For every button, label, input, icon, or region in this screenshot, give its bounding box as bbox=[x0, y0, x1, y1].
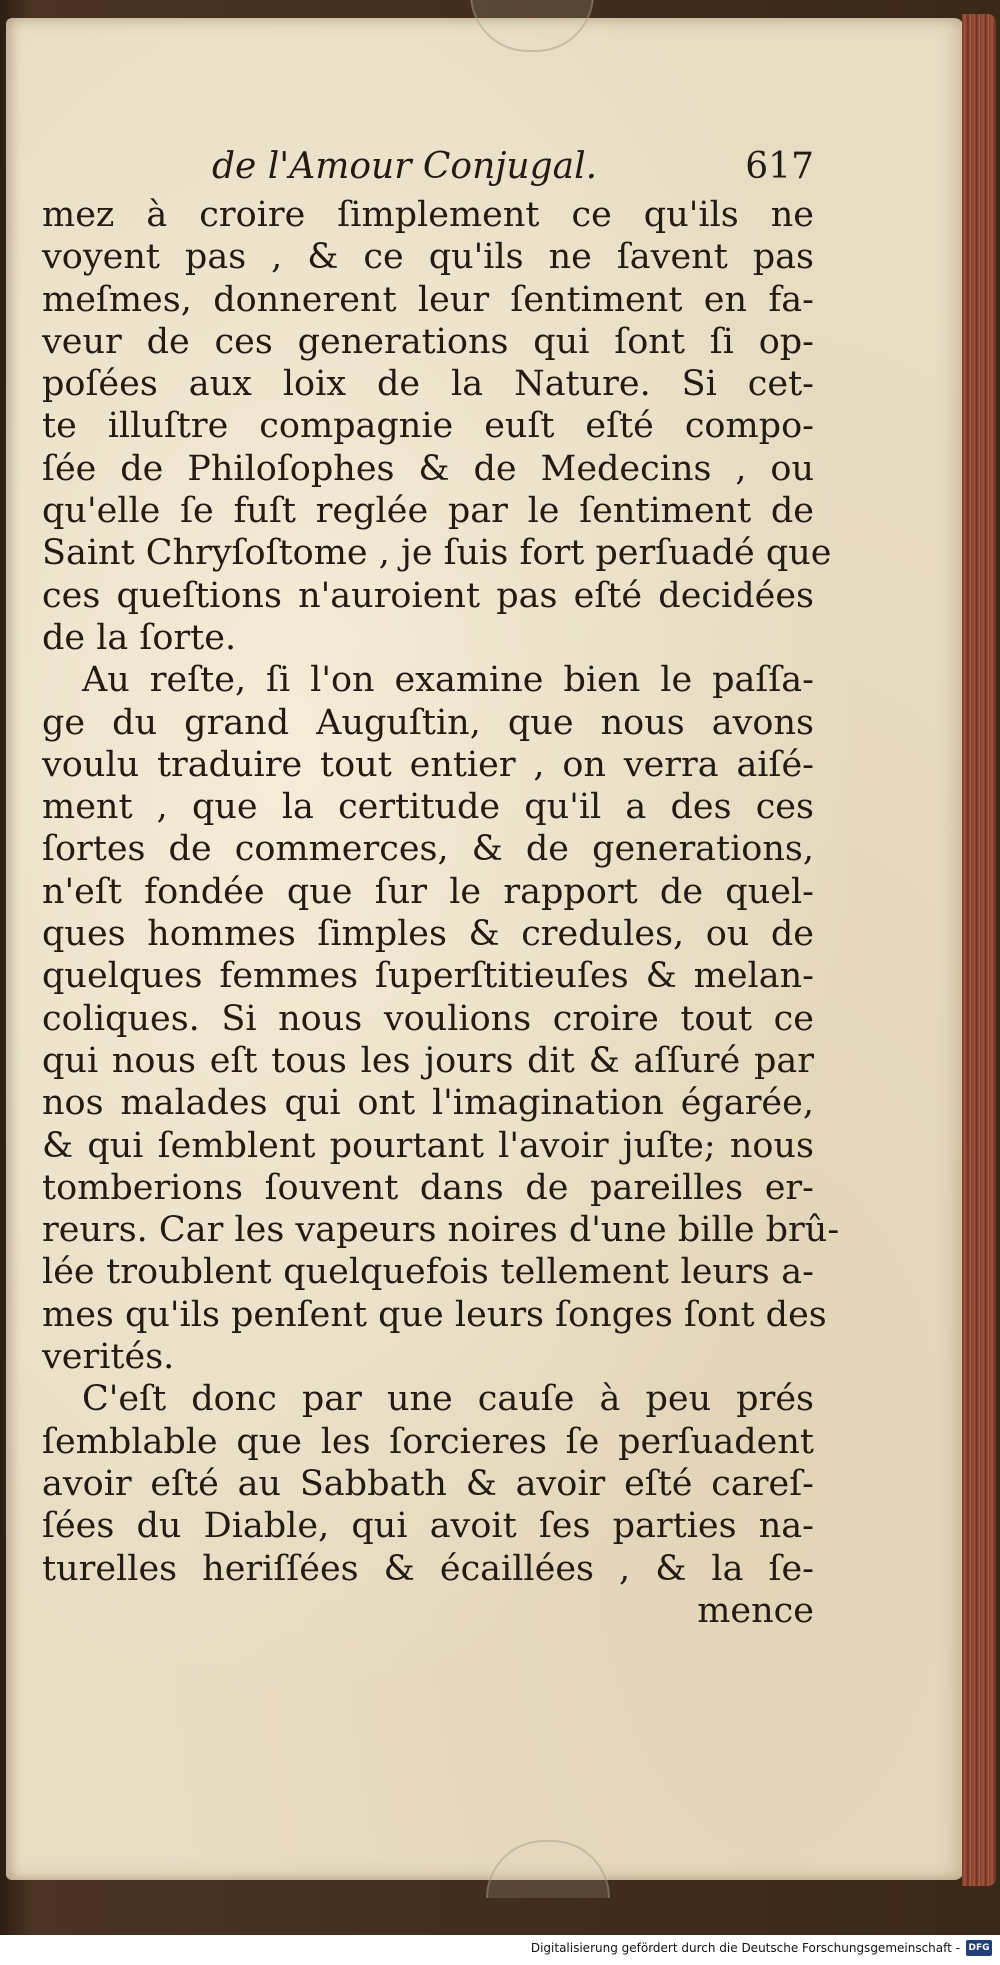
text-line: meſmes, donnerent leur ſentiment en fa- bbox=[42, 279, 814, 320]
footer-bar bbox=[0, 1935, 1000, 1965]
text-line: n'eſt fondée que ſur le rapport de quel- bbox=[42, 871, 814, 912]
text-line: turelles heriſſées & écaillées , & la ſe- bbox=[42, 1548, 814, 1589]
text-line: C'eſt donc par une cauſe à peu prés bbox=[82, 1379, 814, 1420]
text-line: voulu traduire tout entier , on verra aiſé- bbox=[42, 744, 814, 785]
page-number: 617 bbox=[745, 146, 814, 187]
text-line: tomberions ſouvent dans de pareilles er- bbox=[42, 1167, 814, 1208]
text-line: te illuſtre compagnie euſt eſté compo- bbox=[42, 406, 814, 447]
text-line: de la ſorte. bbox=[42, 617, 237, 658]
text-line: ques hommes ſimples & credules, ou de bbox=[42, 914, 814, 955]
footer-credit: Digitalisierung gefördert durch die Deutsche Forschungsgemeinschaft - bbox=[530, 1941, 960, 1955]
body-text bbox=[42, 194, 840, 1632]
text-line: ge du grand Auguſtin, que nous avons bbox=[42, 702, 814, 743]
running-head bbox=[42, 146, 814, 192]
text-line: voyent pas , & ce qu'ils ne ſavent pas bbox=[42, 237, 814, 278]
page-edge bbox=[962, 14, 996, 1886]
text-line: verités. bbox=[42, 1337, 175, 1378]
text-line: mez à croire ſimplement ce qu'ils ne bbox=[42, 195, 814, 235]
dfg-logo: DFG bbox=[966, 1940, 992, 1956]
text-line: quelques femmes ſuperſtitieuſes & melan- bbox=[42, 956, 814, 997]
running-title: de l'Amour Conjugal. bbox=[212, 146, 598, 187]
text-line: ſée de Philoſophes & de Medecins , ou bbox=[42, 448, 814, 489]
text-line: qui nous eſt tous les jours dit & aſſuré par bbox=[42, 1040, 814, 1081]
text-line: ment , que la certitude qu'il a des ces bbox=[42, 787, 814, 828]
text-line: ſemblable que les ſorcieres ſe perſuadent bbox=[42, 1421, 814, 1462]
text-line: ces queſtions n'auroient pas eſté decidées bbox=[42, 575, 814, 616]
text-line: Au reſte, ſi l'on examine bien le paſſa- bbox=[82, 660, 814, 701]
text-line: lée troublent quelquefois tellement leurs a- bbox=[42, 1252, 814, 1293]
text-line: & qui ſemblent pourtant l'avoir juſte; nous bbox=[42, 1125, 814, 1166]
text-line: veur de ces generations qui ſont ſi op- bbox=[42, 321, 814, 362]
text-line: poſées aux loix de la Nature. Si cet- bbox=[42, 364, 814, 405]
text-line: nos malades qui ont l'imagination égarée, bbox=[42, 1083, 814, 1124]
text-line: ſortes de commerces, & de generations, bbox=[42, 829, 814, 870]
text-line: coliques. Si nous voulions croire tout ce bbox=[42, 998, 814, 1039]
text-line: ſées du Diable, qui avoit ſes parties na- bbox=[42, 1506, 814, 1547]
text-line: Saint Chryſoſtome , je ſuis fort perſuadé que bbox=[42, 533, 832, 574]
text-line: avoir eſté au Sabbath & avoir eſté careſ- bbox=[42, 1463, 814, 1504]
text-line: mes qu'ils penſent que leurs ſonges ſont des bbox=[42, 1294, 827, 1335]
text-line: qu'elle ſe fuſt reglée par le ſentiment de bbox=[42, 491, 814, 532]
text-line: reurs. Car les vapeurs noires d'une bille brû- bbox=[42, 1210, 840, 1251]
catchword: mence bbox=[697, 1590, 814, 1631]
